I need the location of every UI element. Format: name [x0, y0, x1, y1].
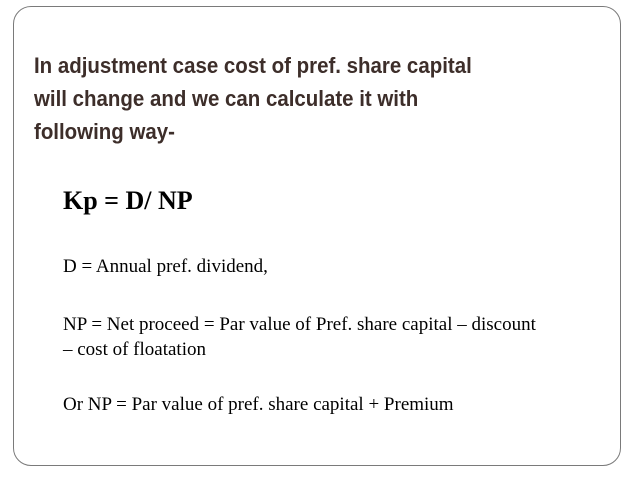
- slide-heading: [34, 49, 555, 148]
- heading-line-1: In adjustment case cost of pref. share capital: [34, 53, 472, 78]
- heading-line-3: following way-: [34, 119, 175, 144]
- definition-d: D = Annual pref. dividend,: [63, 256, 268, 277]
- heading-line-2: will change and we can calculate it with: [34, 86, 419, 111]
- definition-np-alternative: Or NP = Par value of pref. share capital + Premium: [63, 394, 454, 415]
- definition-np: NP = Net proceed = Par value of Pref. share capital – discount: [63, 314, 536, 335]
- formula-kp: Kp = D/ NP: [63, 186, 193, 215]
- definition-np-continued: – cost of floatation: [63, 339, 206, 360]
